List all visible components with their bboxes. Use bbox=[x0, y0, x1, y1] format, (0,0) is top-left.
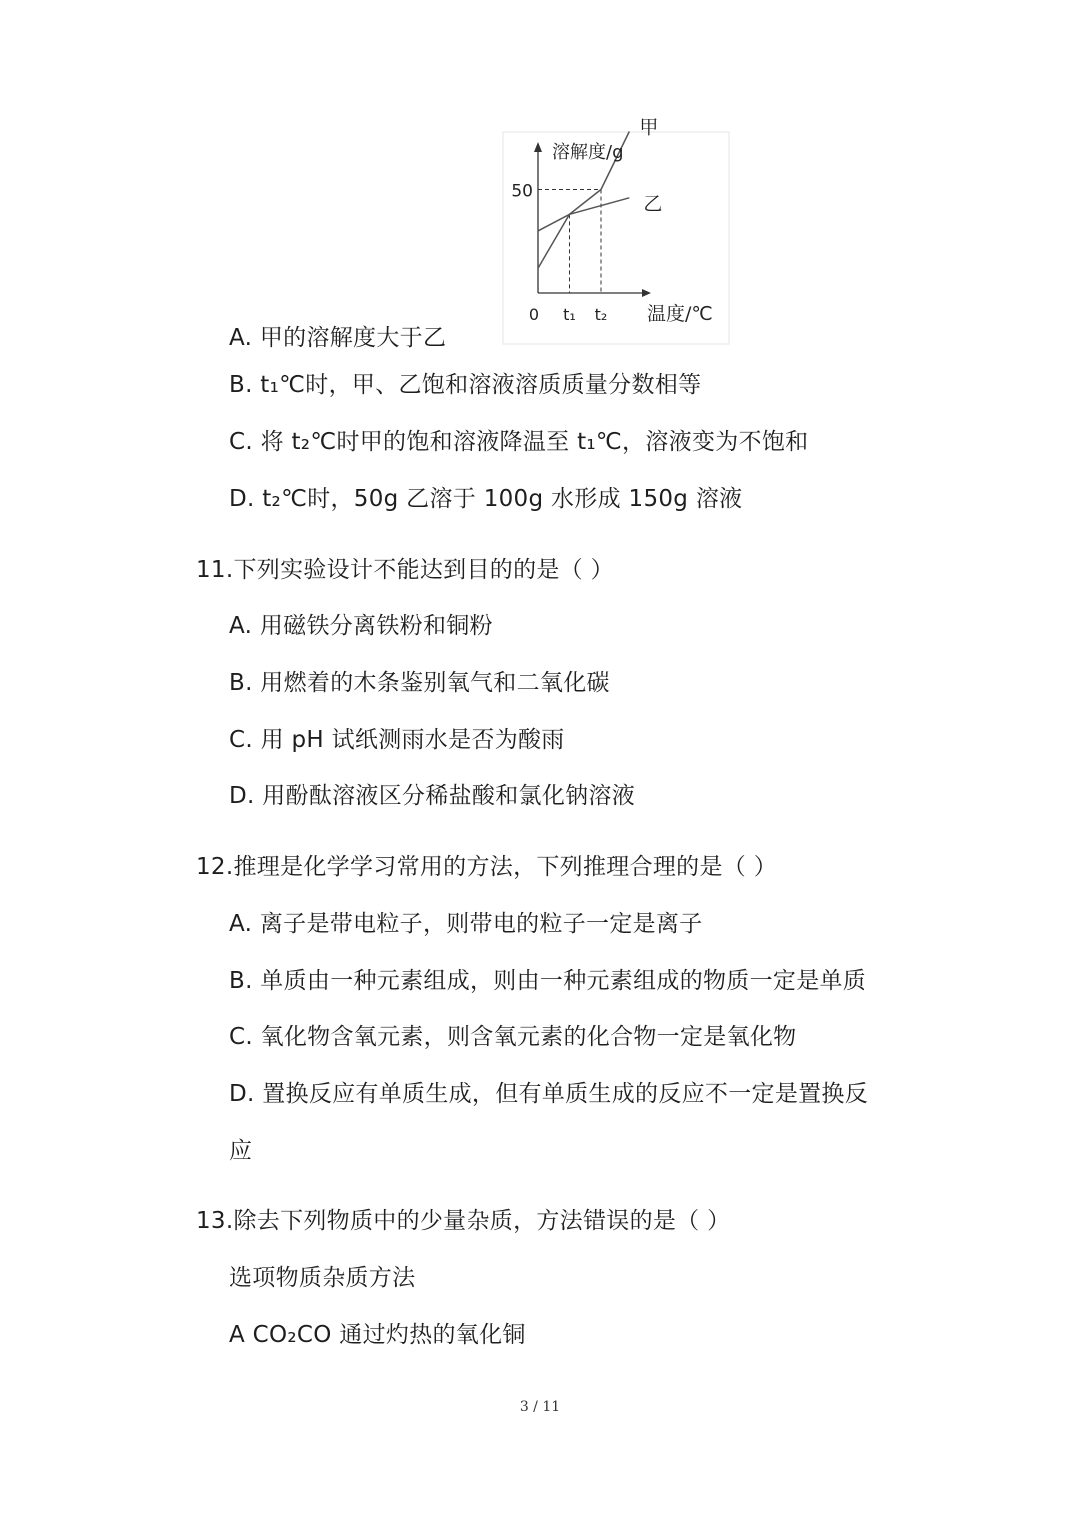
q11-stem: 11.下列实验设计不能达到目的的是（ ） bbox=[196, 557, 614, 583]
q10-option-d: D. t₂℃时，50g 乙溶于 100g 水形成 150g 溶液 bbox=[229, 486, 743, 512]
page-number: 3 / 11 bbox=[519, 1399, 561, 1415]
q10-option-c: C. 将 t₂℃时甲的饱和溶液降温至 t₁℃，溶液变为不饱和 bbox=[229, 429, 809, 455]
q12-option-b: B. 单质由一种元素组成，则由一种元素组成的物质一定是单质 bbox=[229, 968, 867, 994]
q11-option-a: A. 用磁铁分离铁粉和铜粉 bbox=[229, 613, 493, 639]
y-axis-label: 溶解度/g bbox=[552, 142, 624, 163]
q12-option-c: C. 氧化物含氧元素，则含氧元素的化合物一定是氧化物 bbox=[229, 1024, 797, 1050]
x-tick-label: t₁ bbox=[563, 305, 576, 324]
x-axis-label: 温度/℃ bbox=[647, 303, 713, 325]
q13-stem: 13.除去下列物质中的少量杂质，方法错误的是（ ） bbox=[196, 1208, 731, 1234]
solubility-chart bbox=[503, 116, 729, 344]
q11-option-c: C. 用 pH 试纸测雨水是否为酸雨 bbox=[229, 727, 565, 753]
q13-row-a: A CO₂CO 通过灼热的氧化铜 bbox=[229, 1322, 526, 1348]
series-label-1: 甲 bbox=[639, 116, 659, 139]
q12-option-d-continued: 应 bbox=[229, 1138, 253, 1164]
x-tick-label: t₂ bbox=[594, 305, 608, 324]
q11-option-b: B. 用燃着的木条鉴别氧气和二氧化碳 bbox=[229, 670, 610, 696]
q11-option-d: D. 用酚酞溶液区分稀盐酸和氯化钠溶液 bbox=[229, 783, 636, 809]
q10-option-a: A. 甲的溶解度大于乙 bbox=[229, 325, 447, 351]
q13-table-header: 选项物质杂质方法 bbox=[229, 1265, 416, 1291]
q12-stem: 12.推理是化学学习常用的方法，下列推理合理的是（ ） bbox=[196, 854, 777, 880]
q12-option-a: A. 离子是带电粒子，则带电的粒子一定是离子 bbox=[229, 911, 703, 937]
origin-label: 0 bbox=[528, 305, 540, 324]
q12-option-d: D. 置换反应有单质生成，但有单质生成的反应不一定是置换反 bbox=[229, 1081, 869, 1107]
q10-option-b: B. t₁℃时，甲、乙饱和溶液溶质质量分数相等 bbox=[229, 372, 702, 398]
series-label-2: 乙 bbox=[643, 192, 663, 215]
y-tick-label: 50 bbox=[511, 181, 533, 202]
